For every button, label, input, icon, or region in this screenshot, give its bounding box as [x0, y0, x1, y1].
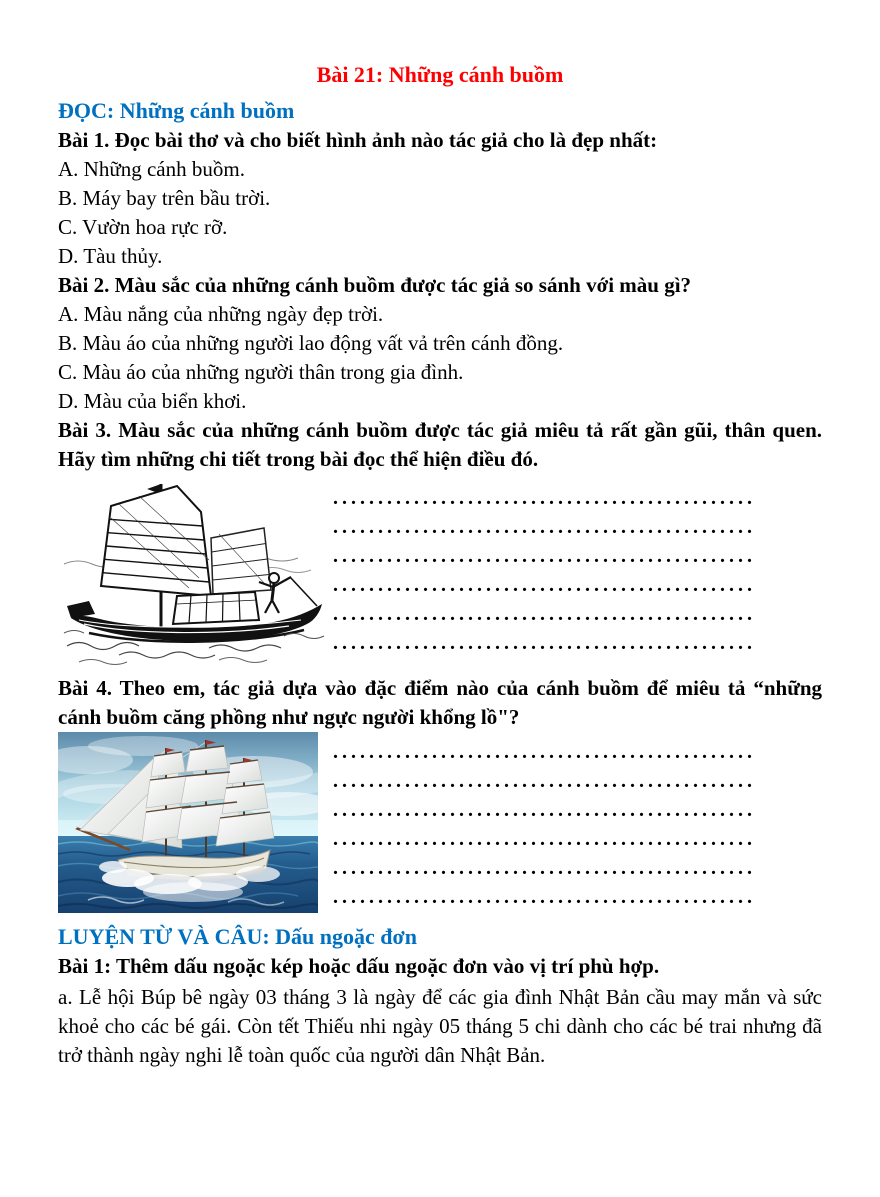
exercise2-option-c: C. Màu áo của những người thân trong gia đình. [58, 360, 464, 384]
answer-line: ............................................... [333, 516, 756, 538]
answer-line: ............................................... [333, 828, 756, 850]
answer-line: ............................................... [333, 886, 756, 908]
answer-line: ............................................... [333, 857, 756, 879]
exercise2-option-b: B. Màu áo của những người lao động vất vả trên cánh đồng. [58, 331, 564, 355]
exercise1-option-a: A. Những cánh buồm. [58, 157, 245, 181]
answer-line: ............................................... [333, 574, 756, 596]
exercise4-heading: Bài 4. Theo em, tác giả dựa vào đặc điểm nào của cánh buồm để miêu tả “những cánh buồm căng phồng như ngực người khổng lồ"? [58, 676, 822, 729]
exercise2-option-d: D. Màu của biển khơi. [58, 389, 247, 413]
grammar-section-heading: LUYỆN TỪ VÀ CÂU: Dấu ngoặc đơn [58, 924, 417, 949]
exercise2-option-a: A. Màu nắng của những ngày đẹp trời. [58, 302, 384, 326]
answer-line: ............................................... [333, 799, 756, 821]
exercise1-option-c: C. Vườn hoa rực rỡ. [58, 215, 228, 239]
answer-line: ............................................... [333, 741, 756, 763]
exercise2-heading: Bài 2. Màu sắc của những cánh buồm được tác giả so sánh với màu gì? [58, 273, 692, 297]
exercise1-heading: Bài 1. Đọc bài thơ và cho biết hình ảnh nào tác giả cho là đẹp nhất: [58, 128, 658, 152]
exercise3-answer-lines [333, 484, 765, 658]
junk-boat-image [58, 478, 330, 668]
answer-line: ............................................... [333, 770, 756, 792]
answer-line: ............................................... [333, 545, 756, 567]
sailing-ship-image [58, 732, 318, 913]
page-title: Bài 21: Những cánh buồm [316, 62, 564, 87]
answer-line: ............................................... [333, 632, 756, 654]
exercise3-heading: Bài 3. Màu sắc của những cánh buồm được tác giả miêu tả rất gần gũi, thân quen. Hãy tìm những chi tiết trong bài đọc thể hiện điều đó. [58, 418, 822, 471]
answer-line: ............................................... [333, 603, 756, 625]
exercise3-figure-row [58, 478, 822, 668]
grammar-passage-a: a. Lễ hội Búp bê ngày 03 tháng 3 là ngày để các gia đình Nhật Bản cầu may mắn và sức khoẻ cho các bé gái. Còn tết Thiếu nhi ngày 05 tháng 5 chi dành cho các bé trai nhưng đã trở thành ngày nghi lễ toàn quốc của người dân Nhật Bản. [58, 985, 822, 1067]
exercise1-option-d: D. Tàu thủy. [58, 244, 163, 268]
grammar-exercise1-heading: Bài 1: Thêm dấu ngoặc kép hoặc dấu ngoặc đơn vào vị trí phù hợp. [58, 954, 660, 978]
exercise4-answer-lines [333, 738, 765, 912]
answer-line: ............................................... [333, 487, 756, 509]
exercise1-option-b: B. Máy bay trên bầu trời. [58, 186, 271, 210]
reading-section-heading: ĐỌC: Những cánh buồm [58, 98, 295, 123]
exercise4-figure-row [58, 732, 822, 914]
